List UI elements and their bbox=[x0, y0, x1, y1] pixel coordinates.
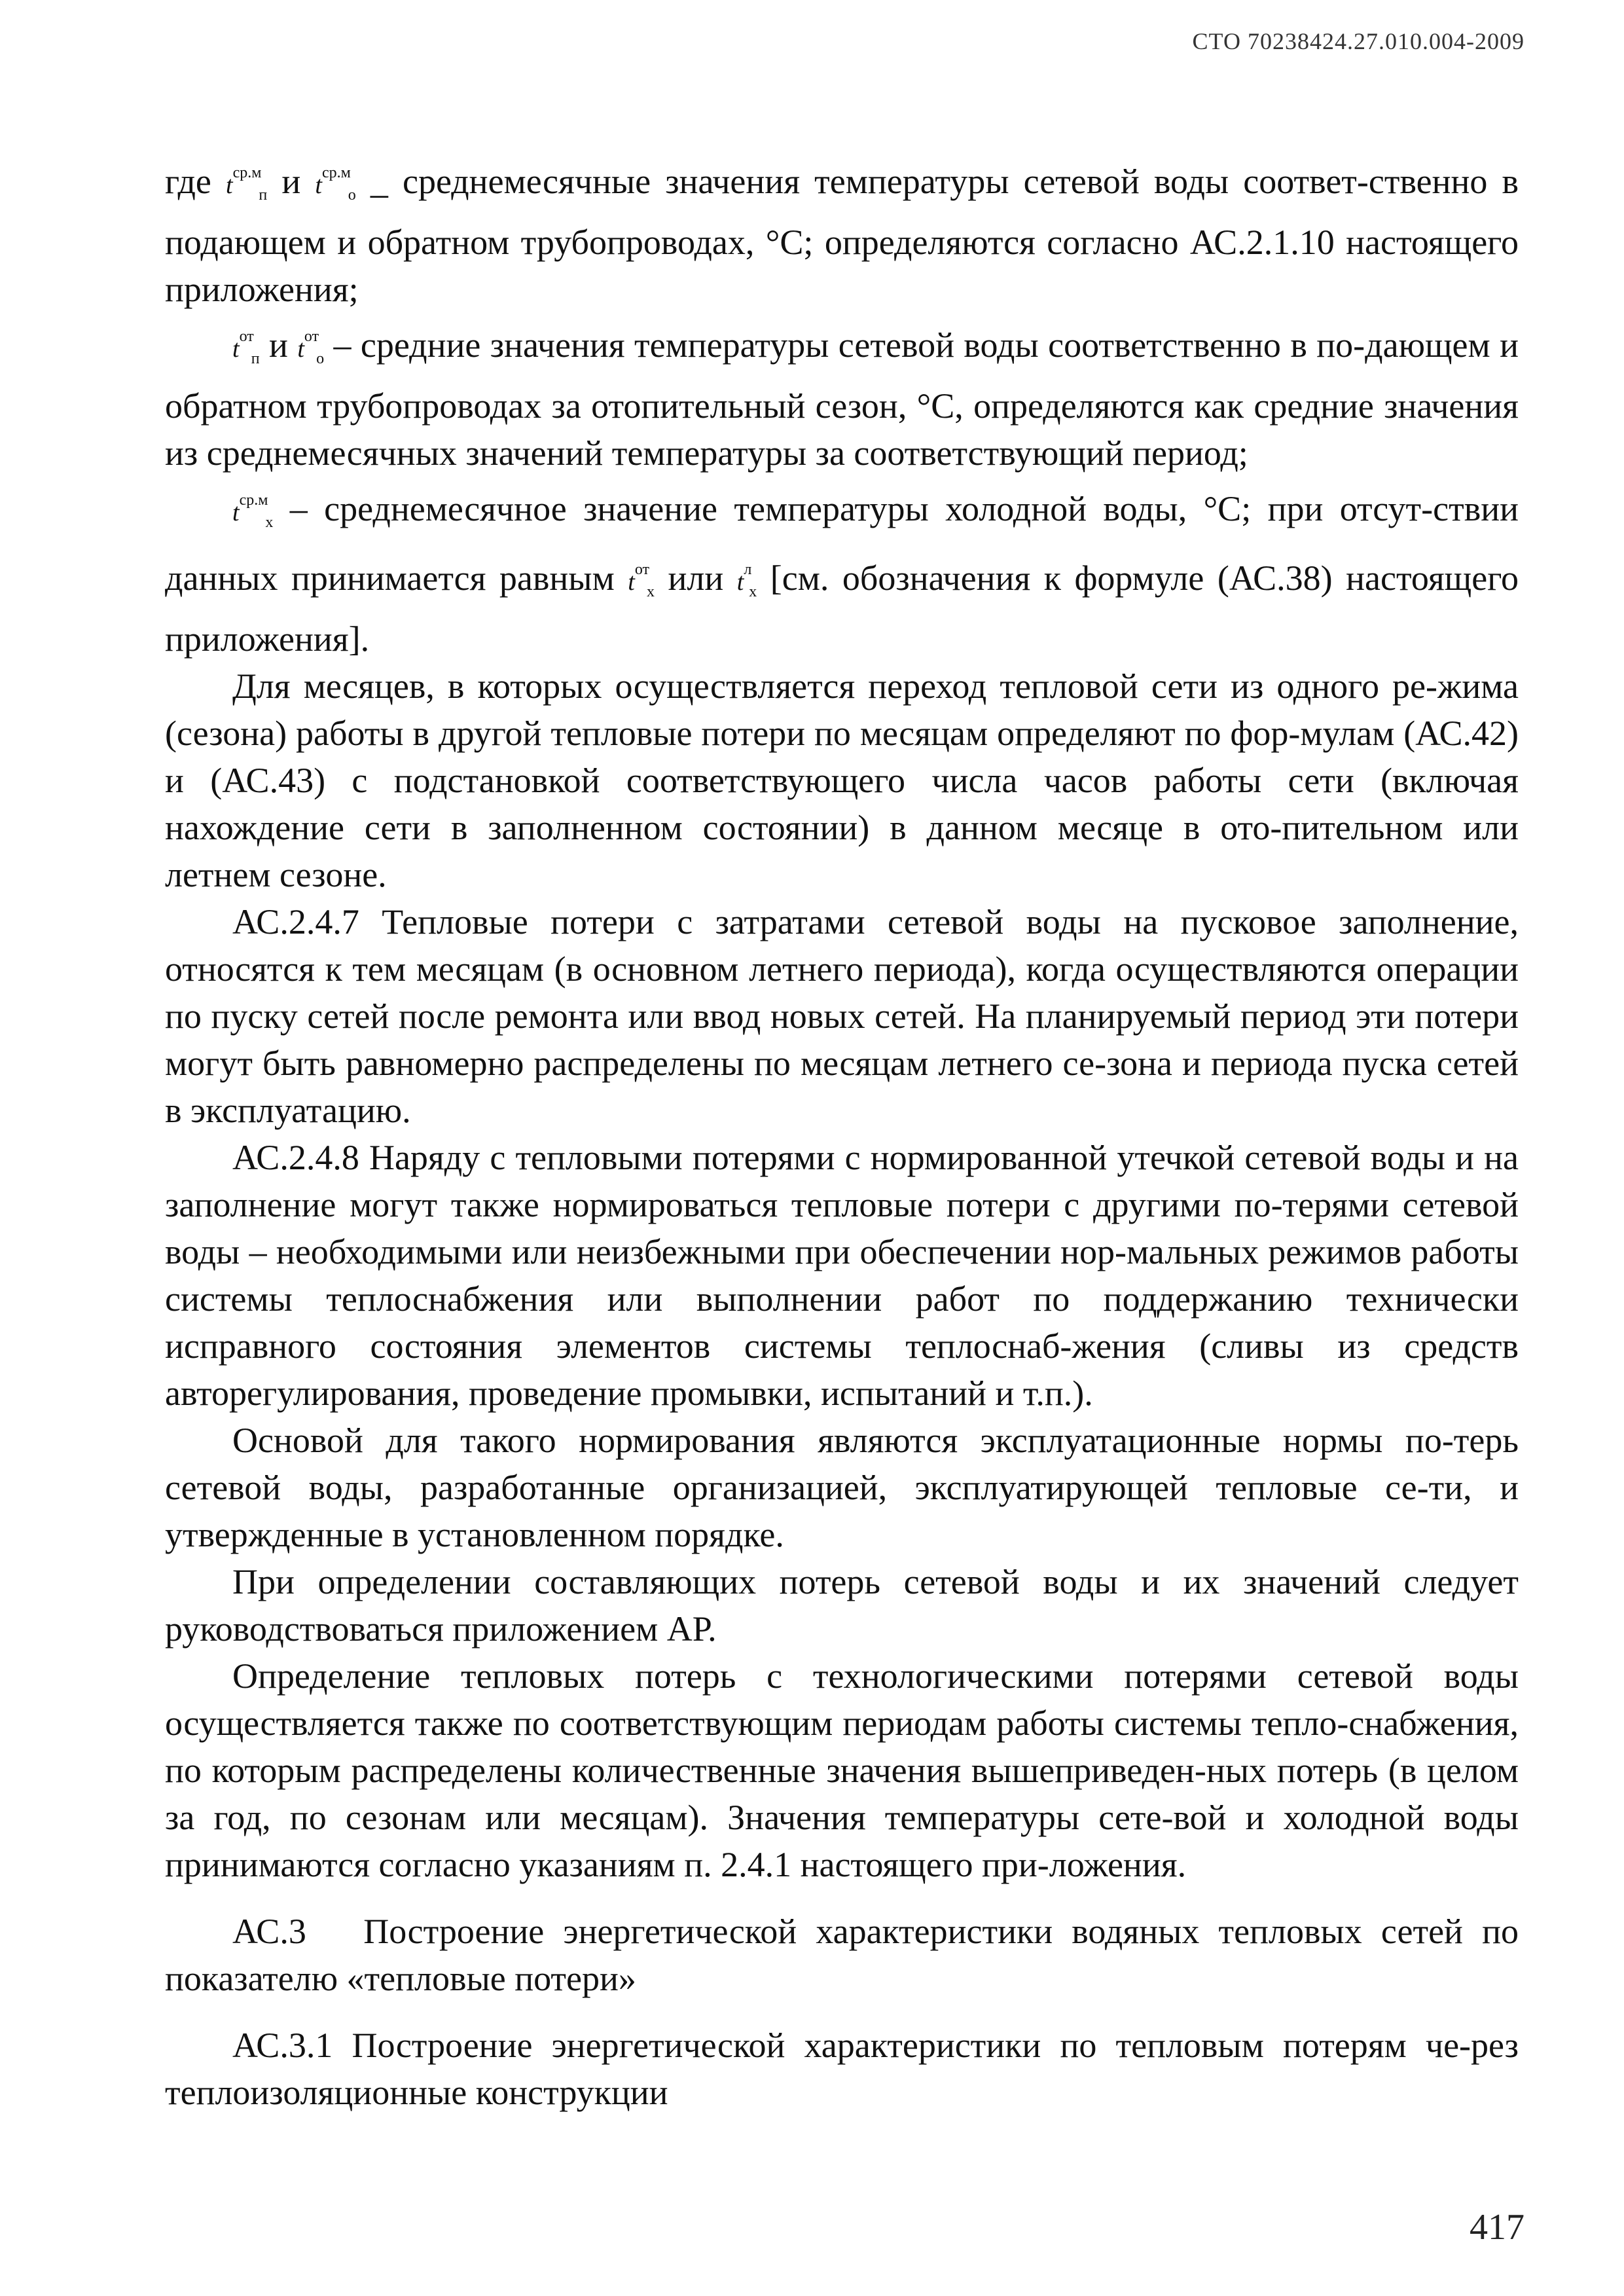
paragraph-ac-2-4-8: АС.2.4.8 Наряду с тепловыми потерями с нормированной утечкой сетевой воды и на заполнение могут также нормироваться тепловые потери с другими по-терями сетевой воды – необходимыми или неизбежными при обеспечении нор-мальных режимов работы системы теплоснабжения или выполнении работ по поддержанию технически исправного состояния элементов системы теплоснаб-жения (сливы из средств авторегулирования, проведение промывки, испытаний и т.п.). bbox=[165, 1138, 1519, 1413]
page-content bbox=[165, 149, 1528, 2116]
paragraph-transition-months: Для месяцев, в которых осуществляется переход тепловой сети из одного ре-жима (сезона) работы в другой тепловые потери по месяцам определяют по фор-мулам (АС.42) и (АС.43) с подстановкой соответствующего числа часов работы сети (включая нахождение сети в заполненном состоянии) в данном месяце в ото-пительном или летнем сезоне. bbox=[165, 666, 1519, 894]
symbol-t-p-ot: $t^{от}_п$ bbox=[232, 328, 260, 367]
text-run: или bbox=[654, 558, 737, 598]
text-run: [см. обозначения к формуле (АС.38) настоящего приложения]. bbox=[165, 558, 1519, 659]
text-run: – средние значения температуры сетевой воды соответственно в по-дающем и обратном трубопроводах за отопительный сезон, °С, определяются как средние значения из среднемесячных значений температуры за соответствующий период; bbox=[165, 325, 1519, 473]
text-run: где bbox=[165, 162, 226, 201]
paragraph-ac-2-4-7: АС.2.4.7 Тепловые потери с затратами сетевой воды на пусковое заполнение, относятся к тем месяцам (в основном летнего периода), когда осуществляются операции по пуску сетей после ремонта или ввод новых сетей. На планируемый период эти потери могут быть равномерно распределены по месяцам летнего се-зона и периода пуска сетей в эксплуатацию. bbox=[165, 902, 1519, 1130]
symbol-t-o-srm: $t^{ср.м}_о$ bbox=[315, 164, 356, 204]
header-doc-code: СТО 70238424.27.010.004-2009 bbox=[1192, 28, 1525, 54]
symbol-t-o-ot: $t^{от}_о$ bbox=[297, 328, 325, 367]
paragraph-definitions-cold-water bbox=[165, 477, 1519, 663]
text-run: и bbox=[267, 162, 316, 201]
text-run: _ среднемесячные значения температуры сетевой воды соответ-ственно в подающем и обратном трубопроводах, °С; определяются согласно АС.2.1.10 настоящего приложения; bbox=[165, 162, 1519, 309]
paragraph-technological-losses: Определение тепловых потерь с технологическими потерями сетевой воды осуществляется также по соответствующим периодам работы системы тепло-снабжения, по которым распределены количественные значения вышеприведен-ных потерь (в целом за год, по сезонам или месяцам). Значения температуры сете-вой и холодной воды принимаются согласно указаниям п. 2.4.1 настоящего при-ложения. bbox=[165, 1656, 1519, 1884]
symbol-t-x-l: $t^л_х$ bbox=[736, 561, 757, 600]
paragraph-norms-basis: Основой для такого нормирования являются эксплуатационные нормы по-терь сетевой воды, разработанные организацией, эксплуатирующей тепловые се-ти, и утвержденные в установленном порядке. bbox=[165, 1421, 1519, 1554]
symbol-t-p-srm: $t^{ср.м}_п$ bbox=[226, 164, 268, 204]
section-heading-ac-3-1: АС.3.1 Построение энергетической характеристики по тепловым потерям че-рез теплоизоляционные конструкции bbox=[165, 2026, 1519, 2112]
paragraph-appendix-ar: При определении составляющих потерь сетевой воды и их значений следует руководствоваться приложением АР. bbox=[165, 1562, 1519, 1649]
symbol-t-x-ot: $t^{от}_х$ bbox=[628, 561, 655, 600]
paragraph-definitions-ot bbox=[165, 313, 1519, 477]
paragraph-definitions-srm bbox=[165, 149, 1519, 313]
page-number: 417 bbox=[1470, 2207, 1525, 2248]
section-heading-ac-3: АС.3 Построение энергетической характеристики водяных тепловых сетей по показателю «тепловые потери» bbox=[165, 1912, 1528, 1998]
symbol-t-x-srm: $t^{ср.м}_х$ bbox=[232, 492, 274, 531]
text-run: – среднемесячное значение температуры холодной воды, °С; при отсут-ствии данных принимается равным bbox=[165, 489, 1519, 598]
text-run: и bbox=[259, 325, 298, 365]
